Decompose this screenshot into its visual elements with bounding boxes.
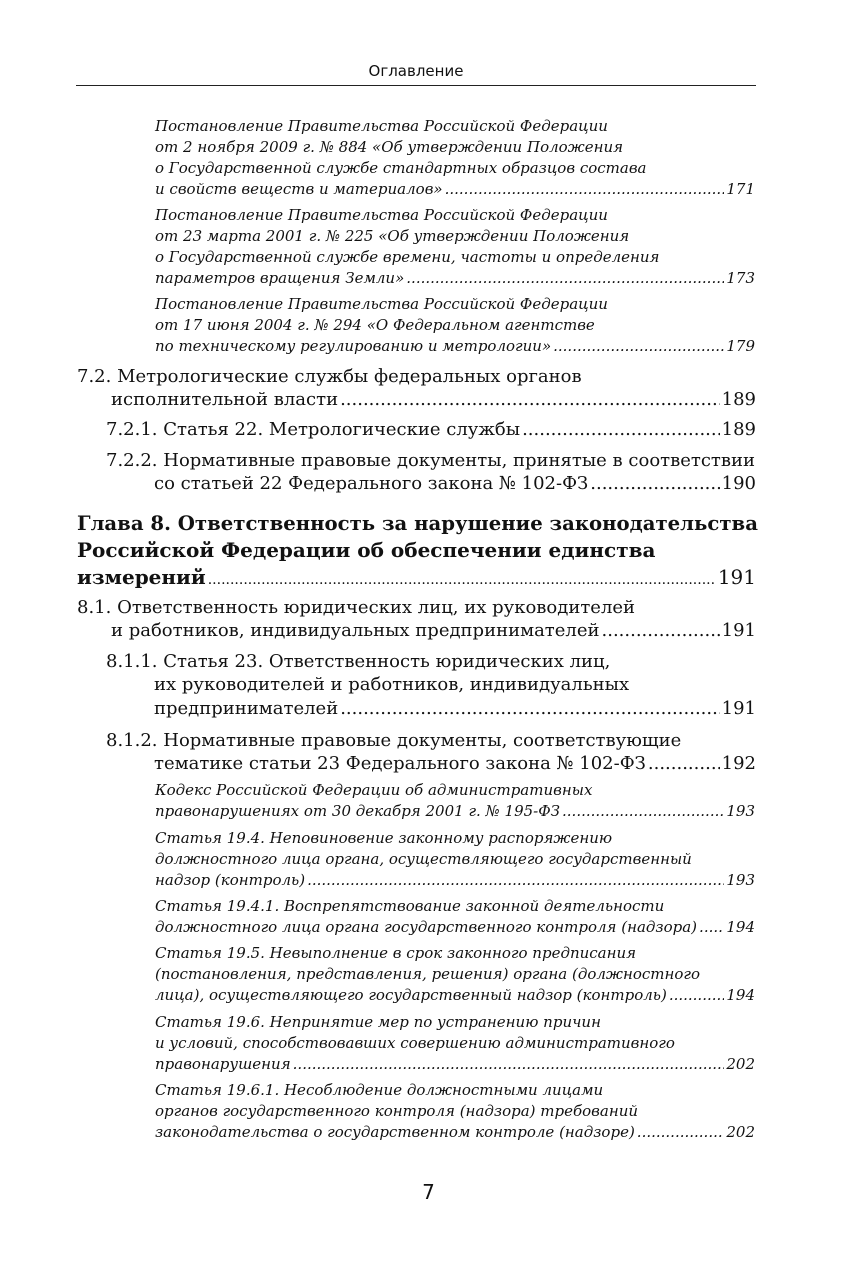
- toc-entry-text: о Государственной службе времени, частоты и определения: [155, 248, 660, 266]
- toc-entry-text: 8.1.2. Нормативные правовые документы, соответствующие: [106, 730, 682, 751]
- toc-entry-text: 8.1. Ответственность юридических лиц, их руководителей: [77, 597, 636, 618]
- toc-entry-text: измерений: [77, 565, 206, 589]
- toc-entry-text: со статьей 22 Федерального закона № 102-ФЗ: [154, 473, 589, 494]
- toc-entry-text: параметров вращения Земли»: [155, 269, 405, 287]
- toc-entry-text: Статья 19.6. Непринятие мер по устранению причин: [155, 1013, 601, 1031]
- toc-page-number: 193: [726, 871, 755, 889]
- leader-dots: [637, 1122, 725, 1142]
- toc-entry-text: 8.1.1. Статья 23. Ответственность юридических лиц,: [106, 651, 611, 672]
- toc-page-number: 171: [726, 180, 755, 198]
- leader-dots: [340, 388, 720, 412]
- toc-entry-text: Постановление Правительства Российской Федерации: [155, 117, 608, 135]
- toc-entry-text: от 23 марта 2001 г. № 225 «Об утверждении Положения: [155, 227, 630, 245]
- toc-entry-text: 7.2.2. Нормативные правовые документы, принятые в соответствии: [106, 450, 756, 471]
- leader-dots: [522, 418, 720, 442]
- toc-entry-text: и условий, способствовавших совершению административного: [155, 1034, 675, 1052]
- toc-entry-text: по техническому регулированию и метрологии»: [155, 337, 552, 355]
- toc-entry-text: о Государственной службе стандартных образцов состава: [155, 159, 647, 177]
- toc-entry-text: лица), осуществляющего государственный надзор (контроль): [155, 986, 667, 1004]
- toc-entry-text: правонарушениях от 30 декабря 2001 г. № 195-ФЗ: [155, 802, 561, 820]
- toc-page-number: 193: [726, 802, 755, 820]
- toc-page-number: 192: [721, 753, 756, 774]
- toc-entry-text: законодательства о государственном контроле (надзоре): [155, 1123, 635, 1141]
- toc-entry-text: исполнительной власти: [111, 389, 339, 410]
- leader-dots: [590, 472, 719, 496]
- toc-entry-text: органов государственного контроля (надзора) требований: [155, 1102, 639, 1120]
- toc-entry-text: их руководителей и работников, индивидуальных: [154, 674, 630, 695]
- toc-entry-text: от 17 июня 2004 г. № 294 «О Федеральном агентстве: [155, 316, 595, 334]
- toc-page-number: 189: [721, 389, 756, 410]
- toc-entry-text: Статья 19.5. Невыполнение в срок законного предписания: [155, 944, 637, 962]
- leader-dots: [406, 268, 724, 288]
- leader-dots: [445, 179, 725, 199]
- toc-entry-text: Кодекс Российской Федерации об административных: [155, 781, 593, 799]
- toc-entry-text: предпринимателей: [154, 698, 339, 719]
- toc-page-number: 191: [721, 620, 756, 641]
- leader-dots: [307, 870, 724, 890]
- toc-page-number: 191: [717, 565, 756, 589]
- toc-page-number: 179: [726, 337, 755, 355]
- toc-entry-text: и свойств веществ и материалов»: [155, 180, 443, 198]
- toc-entry-text: Статья 19.4. Неповиновение законному распоряжению: [155, 829, 613, 847]
- leader-dots: [602, 619, 720, 643]
- toc-page-number: 194: [726, 918, 755, 936]
- toc-page-number: 202: [726, 1123, 755, 1141]
- leader-dots: [293, 1054, 725, 1074]
- leader-dots: [562, 801, 724, 821]
- toc-entry-text: Глава 8. Ответственность за нарушение законодательства: [77, 511, 758, 535]
- running-header: Оглавление: [76, 62, 756, 86]
- toc-entry-text: надзор (контроль): [155, 871, 306, 889]
- toc-entry-text: от 2 ноября 2009 г. № 884 «Об утверждении Положения: [155, 138, 624, 156]
- leader-dots: [699, 917, 724, 937]
- toc-entry-text: Статья 19.6.1. Несоблюдение должностными лицами: [155, 1081, 604, 1099]
- toc-entry-text: Российской Федерации об обеспечении единства: [77, 538, 656, 562]
- leader-dots: [669, 985, 725, 1005]
- toc-entry-text: должностного лица органа государственного контроля (надзора): [155, 918, 698, 936]
- toc-entry-text: Постановление Правительства Российской Федерации: [155, 295, 608, 313]
- toc-page-number: 190: [721, 473, 756, 494]
- toc-page-number: 191: [721, 698, 756, 719]
- toc-page-number: 189: [721, 419, 756, 440]
- leader-dots: [340, 697, 719, 721]
- toc-page-number: 173: [726, 269, 755, 287]
- toc-entry-text: и работников, индивидуальных предпринимателей: [111, 620, 600, 641]
- toc-entry-text: должностного лица органа, осуществляющего государственный: [155, 850, 692, 868]
- toc-entry-text: (постановления, представления, решения) органа (должностного: [155, 965, 701, 983]
- toc-page-number: 194: [726, 986, 755, 1004]
- toc-entry-text: правонарушения: [155, 1055, 291, 1073]
- toc-page-number: 202: [726, 1055, 755, 1073]
- page-number: 7: [422, 1180, 435, 1204]
- leader-dots: [648, 752, 720, 776]
- leader-dots: [208, 567, 716, 594]
- toc-entry-text: тематике статьи 23 Федерального закона № 102-ФЗ: [154, 753, 646, 774]
- leader-dots: [553, 336, 724, 356]
- toc-entry-text: Статья 19.4.1. Воспрепятствование законной деятельности: [155, 897, 665, 915]
- toc-entry-text: Постановление Правительства Российской Федерации: [155, 206, 608, 224]
- toc-entry-text: 7.2.1. Статья 22. Метрологические службы: [106, 419, 521, 440]
- toc-entry-text: 7.2. Метрологические службы федеральных органов: [77, 366, 582, 387]
